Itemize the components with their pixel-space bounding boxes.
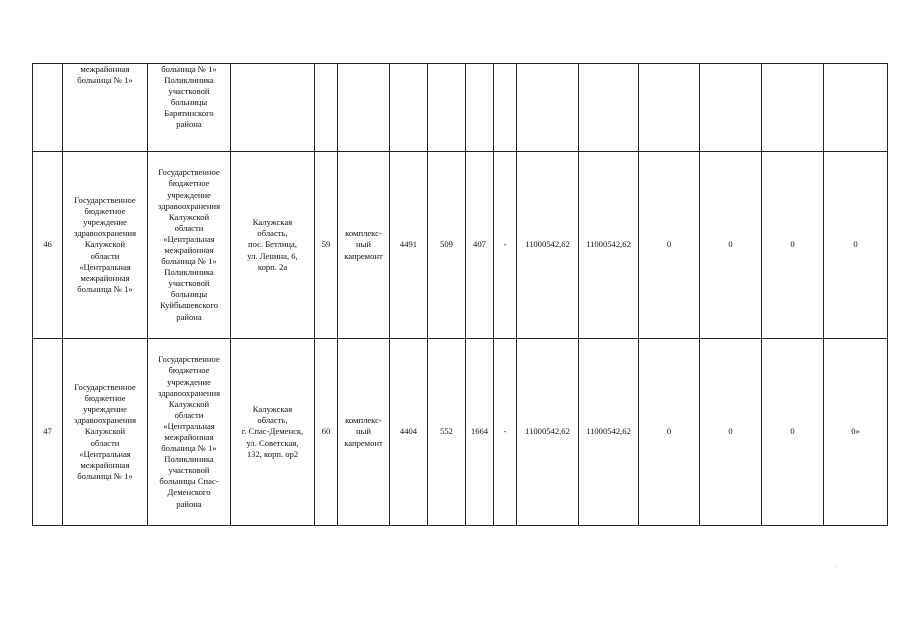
scan-speck: [836, 566, 837, 567]
cell-col12: 0: [639, 152, 700, 339]
cell-col9: -: [494, 152, 517, 339]
row-number: [33, 64, 63, 152]
cost-total: 11000542,62: [517, 339, 579, 526]
cell-col8: [466, 64, 494, 152]
table-row: [33, 339, 888, 526]
cell-col15: 0»: [824, 339, 888, 526]
cell-col9: [494, 64, 517, 152]
cell-col7: 552: [428, 339, 466, 526]
cell-col14: 0: [762, 339, 824, 526]
address: [231, 64, 315, 152]
cell-col6: 4404: [390, 339, 428, 526]
work-type: [338, 64, 390, 152]
address: Калужская область, пос. Бетлица, ул. Ленина, 6, корп. 2а: [231, 152, 315, 339]
cell-col4: [315, 64, 338, 152]
cell-col13: 0: [700, 339, 762, 526]
cell-col15: 0: [824, 152, 888, 339]
institution-name: межрайонная больница № 1»: [63, 64, 148, 152]
cost-budget: 11000542,62: [579, 152, 639, 339]
institution-name: Государственное бюджетное учреждение здравоохранения Калужской области «Центральная межрайонная больница № 1»: [63, 339, 148, 526]
row-number: 47: [33, 339, 63, 526]
cell-col8: 1664: [466, 339, 494, 526]
cell-col12: 0: [639, 339, 700, 526]
cell-col13: [700, 64, 762, 152]
cost-total: 11000542,62: [517, 152, 579, 339]
branch-name: Государственное бюджетное учреждение здравоохранения Калужской области «Центральная межрайонная больница № 1» Поликлиника участковой больницы Спас- Деменского района: [148, 339, 231, 526]
cost-budget: 11000542,62: [579, 339, 639, 526]
table-row: [33, 152, 888, 339]
cell-col8: 407: [466, 152, 494, 339]
cost-budget: [579, 64, 639, 152]
cell-col4: 60: [315, 339, 338, 526]
cell-col14: [762, 64, 824, 152]
cell-col9: -: [494, 339, 517, 526]
cell-col13: 0: [700, 152, 762, 339]
work-type: комплекс- ный капремонт: [338, 339, 390, 526]
cell-col7: [428, 64, 466, 152]
work-type: комплекс- ный капремонт: [338, 152, 390, 339]
institution-name: Государственное бюджетное учреждение здравоохранения Калужской области «Центральная межрайонная больница № 1»: [63, 152, 148, 339]
table-row: [33, 64, 888, 152]
cell-col7: 509: [428, 152, 466, 339]
branch-name: больница № 1» Поликлиника участковой больницы Барятинского района: [148, 64, 231, 152]
cell-col14: 0: [762, 152, 824, 339]
cell-col15: [824, 64, 888, 152]
row-number: 46: [33, 152, 63, 339]
cost-total: [517, 64, 579, 152]
cell-col4: 59: [315, 152, 338, 339]
cell-col6: 4491: [390, 152, 428, 339]
data-table: [32, 63, 888, 526]
cell-col6: [390, 64, 428, 152]
address: Калужская область, г. Спас-Деменск, ул. Советская, 132, корп. ор2: [231, 339, 315, 526]
branch-name: Государственное бюджетное учреждение здравоохранения Калужской области «Центральная межрайонная больница № 1» Поликлиника участковой больницы Куйбышевского района: [148, 152, 231, 339]
cell-col12: [639, 64, 700, 152]
